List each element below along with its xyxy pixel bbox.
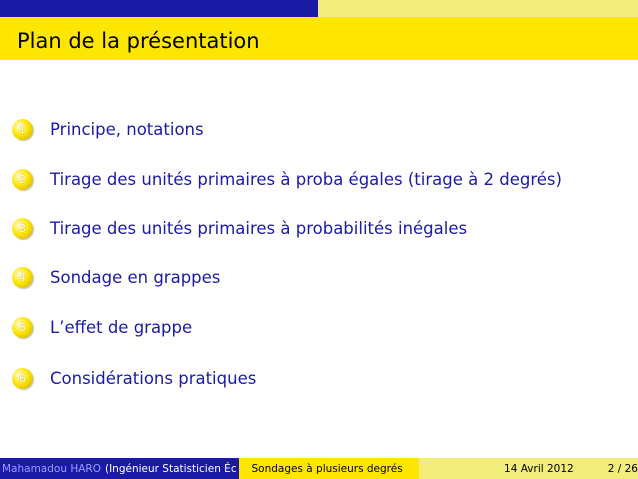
footline [0,458,638,479]
footer-date-box [419,458,638,479]
slide-title: Plan de la présentation [17,29,260,53]
footer-title-box [239,458,419,479]
section-number-badge: 5 [12,317,33,338]
toc-item-label: Tirage des unités primaires à probabilités inégales [50,218,468,238]
section-number-badge: 3 [12,218,33,239]
footer-author-box [0,458,239,479]
section-number-badge: 1 [12,119,33,140]
section-number-badge: 6 [12,368,33,389]
section-number-badge: 4 [12,267,33,288]
toc-item-label: Considérations pratiques [50,368,257,388]
toc-item-label: Tirage des unités primaires à proba égales (tirage à 2 degrés) [50,169,562,189]
footer-date: 14 Avril 2012 [504,462,574,475]
footer-author: Mahamadou HARO [2,462,101,475]
toc-item-label: Principe, notations [50,119,204,139]
section-number-badge: 2 [12,169,33,190]
footer-institution: (Ingénieur Statisticien Éc [104,462,237,475]
footer-page-number: 2 / 26 [607,462,638,475]
footer-short-title: Sondages à plusieurs degrés [251,462,403,475]
toc-item-label: L’effet de grappe [50,317,193,337]
toc-item-label: Sondage en grappes [50,267,221,287]
